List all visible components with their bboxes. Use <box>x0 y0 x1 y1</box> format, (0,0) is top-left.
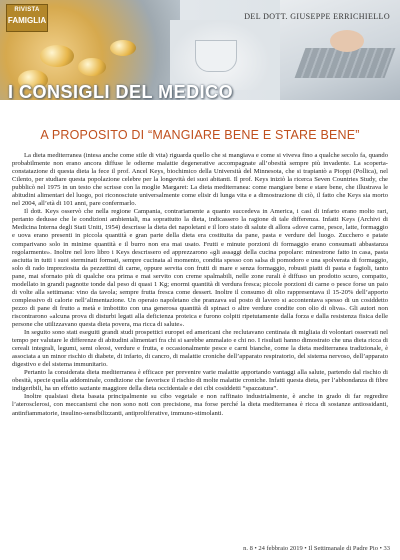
paragraph: In seguito sono stati eseguiti grandi studi prospettici europei ed americani che reclutavano centinaia di migliaia di volontari osservati nel tempo per valutare le differenze di abitudini alimentari fra chi si sarebbe ammalato e chi no. I risultati hanno dimostrato che una dieta ricca di cereali integrali, legumi, semi oleosi, verdure e frutta, e occasionalmente pesce e carni bianche, come la dieta mediterranea tradizionale, è associata a un minor rischio di diabete, di infarto, di cancro, di malattie croniche dell’apparato respiratorio, del sistema nervoso, dell’apparato digestivo e del sistema immunitario. <box>12 329 388 369</box>
badge-bottom-label: FAMIGLIA <box>7 16 47 25</box>
paragraph: Pertanto la considerata dieta mediterranea è efficace per prevenire varie malattie apportando vantaggi alla salute, partendo dal rischio di obesità, specie quella addominale, condizione che favorisce il rischio di molte malattie croniche. Infatti questa dieta, per l’abbondanza di fibre indigeribili, ha un effetto saziante maggiore della dieta occidentale e dei cibi cosiddetti “spazzatura”. <box>12 369 388 393</box>
capsule-image <box>110 40 136 56</box>
article-title: A PROPOSITO DI “MANGIARE BENE E STARE BENE” <box>40 128 360 142</box>
badge-top-label: RIVISTA <box>14 7 40 13</box>
article-body <box>12 152 388 418</box>
page-footer: n. 8 • 24 febbraio 2019 • Il Settimanale di Padre Pio • 33 <box>243 545 390 552</box>
paragraph: Inoltre qualsiasi dieta basata principalmente su cibo vegetale e non raffinato industrialmente, è anche in grado di far regredire l’aterosclerosi, con meccanismi che non sono noti con precisione, ma forse perché la dieta mediterranea è ricca di sostanze antiossidanti, antinfiammatorie, insulino-sensibilizzanti, antiproliferative, immuno-stimolanti. <box>12 393 388 417</box>
hand-image <box>330 30 364 52</box>
magazine-badge <box>6 4 48 32</box>
capsule-image <box>40 45 74 67</box>
author-byline: DEL DOTT. GIUSEPPE ERRICHIELLO <box>244 12 390 21</box>
paragraph: Il dott. Keys osservò che nella regione Campania, contrariamente a quanto succedeva in America, i casi di infarto erano molto rari, pertanto dedusse che le condizioni ambientali, ma soprattutto la dieta, indicassero la ragione di tale differenza. Infatti Keys (Archivi di Medicina Interna degli Stati Uniti, 1954) descrisse la dieta dei napoletani e il loro stato di salute di allora «dove carne, pesce, latte, formaggio e uova erano presenti in piccola quantità e gran parte della dieta era costituita da pane, pasta e verdure del luogo. Zucchero e patate comparivano solo in minime quantità e il burro non era mai usato. Frutti e minute porzioni di formaggio erano consumati abbastanza regolarmente». Inoltre nel loro libro i Keys descrissero ed apprezzarono «gli assaggi della cucina popolare: minestrone fatto in casa, pasta asciutta in tutti i suoi sterminati formati, sempre cucinata al momento, condita spesso con salsa di pomodoro e una spolverata di formaggio, solo di rado impreziosita da pezzettini di carne, oppure servita con frutti di mare e senza formaggio, robusti piatti di pasta e fagioli, tanto pane, mai sfornato più di qualche ora prima e mai servito con creme spalmabili, nelle zone rurali è diffuso un prodotto scuro, compatto, modellato in grandi pagnotte tonde dal peso di quasi 1 Kg; enormi quantità di verdura fresca; piccole porzioni di carne o pesce forse un paio di volte alla settimana: vino da tavola; sempre frutta fresca come dessert. Inoltre il consumo di olio rappresentava il 15-20% dell’apporto complessivo di calorie nell’alimentazione. Un operaio napoletano che pranzava sul posto di lavoro si accontentava spesso di un cosiddetto pezzo di pane di frutto a metà e imbottito con una generosa quantità di spinaci o altre verdure condite con olio di oliva». Gli autori non riscontrarono «alcuna prova di disturbi legati alla deficienza proteica e furono colpiti ripetutamente dalla forza e dalla resistenza fisica delle persone che utilizzavano questa dieta povera, ma ricca di salute». <box>12 208 388 328</box>
capsule-image <box>78 58 106 76</box>
keyboard-image <box>295 48 396 78</box>
section-title: I CONSIGLI DEL MEDICO <box>8 82 234 100</box>
cup-image <box>195 40 237 72</box>
paragraph: La dieta mediterranea (intesa anche come stile di vita) riguarda quello che si mangiava e come si viveva fino a qualche secolo fa, quando probabilmente non erano ancora diffuse le odierne malattie degenerative accompagnate all’obesità sempre più invadente. La scoperta-constatazione di questa dieta la fece il prof. Ancel Keys, biochimico della Università del Minnesota, che si trapiantò a Pioppi (Pollica), nel Cilento, per studiare questa popolazione celebre per la longevità dei suoi abitanti. Il prof. Keys iniziò la ricerca Seven Countries Study, che pubblicò nel 1975 in un testo che scrisse con la moglie Margaret: La dieta mediterranea: come mangiare bene e stare bene, che illustrava le abitudini alimentari del luogo, poi riconosciute universalmente come elisir di lunga vita e a dimostrazione di ciò, il fatto che Keys sia morto nel 2004, all’età di 101 anni, pare confermarlo. <box>12 152 388 208</box>
header-banner <box>0 0 400 100</box>
